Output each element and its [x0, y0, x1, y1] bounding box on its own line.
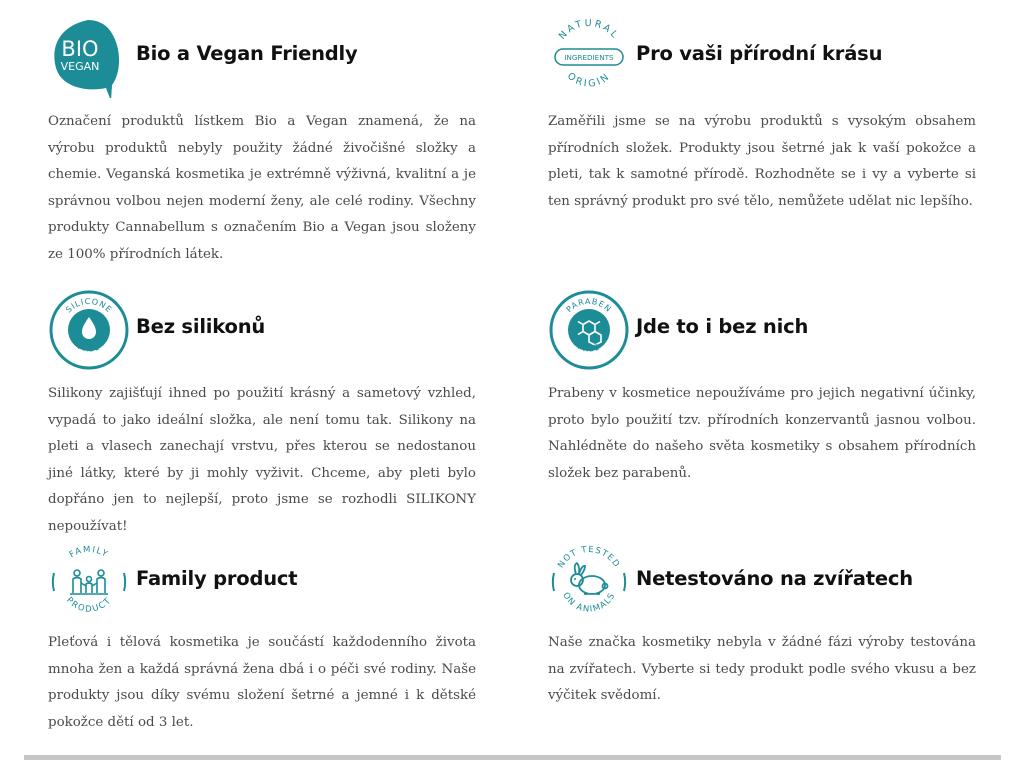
svg-text:ON ANIMALS: ON ANIMALS: [560, 590, 618, 615]
feature-paraben-free: [548, 289, 976, 487]
feature-silicone-free: [48, 289, 476, 540]
svg-text:FAMILY: FAMILY: [67, 544, 111, 561]
svg-text:INGREDIENTS: INGREDIENTS: [564, 53, 614, 62]
svg-text:FREE: FREE: [76, 342, 102, 354]
feature-text: Naše značka kosmetiky nebyla v žádné fázi výroby testována na zvířatech. Vyberte si tedy produkt podle svého vkusu a bez výčitek svědomí.: [548, 635, 976, 703]
feature-title: Jde to i bez nich: [636, 315, 809, 338]
feature-text: Pleťová i tělová kosmetika je součástí každodenního života mnoha žen a každá správná žena dbá i o péči své rodiny. Naše produkty jsou díky svému složení šetrné a jemné i k dětské pokožce dětí od 3 let.: [48, 635, 476, 730]
family-product-icon: [48, 541, 130, 623]
feature-title: Family product: [136, 567, 298, 590]
not-tested-on-animals-icon: [548, 541, 630, 623]
feature-text: Označení produktů lístkem Bio a Vegan znamená, že na výrobu produktů nebyly použity žádné živočišné složky a chemie. Veganská kosmetika je extrémně výživná, kvalitní a je správnou volbou nejen moderní ženy, ale celé rodiny. Všechny produkty Cannabellum s označením Bio a Vegan jsou složeny ze 100% přírodních látek.: [48, 114, 476, 262]
bottom-divider: [24, 755, 1001, 760]
feature-title: Bez silikonů: [136, 315, 266, 338]
svg-text:FREE: FREE: [576, 342, 602, 354]
feature-not-tested: [548, 541, 976, 710]
svg-text:VEGAN: VEGAN: [60, 60, 100, 73]
bio-vegan-leaf-icon: [48, 16, 130, 98]
feature-bio-vegan: [48, 16, 476, 268]
svg-text:PRODUCT: PRODUCT: [64, 595, 114, 615]
natural-ingredients-icon: [548, 16, 630, 98]
feature-family-product: [48, 541, 476, 736]
svg-text:NATURAL: NATURAL: [556, 17, 622, 42]
feature-text: Zaměřili jsme se na výrobu produktů s vysokým obsahem přírodních složek. Produkty jsou šetrné jak k vaší pokožce a pleti, tak k samotné přírodě. Rozhodněte se i vy a vyberte si ten správný produkt pro své tělo, nemůžete udělat nic lepšího.: [548, 114, 976, 209]
svg-text:BIO: BIO: [61, 37, 99, 61]
svg-text:PARABEN: PARABEN: [564, 296, 614, 315]
feature-title: Netestováno na zvířatech: [636, 567, 913, 590]
feature-text: Silikony zajišťují ihned po použití krásný a sametový vzhled, vypadá to jako ideální složka, ale není tomu tak. Silikony na pleti a vlasech zanechají vrstvu, přes kterou se nedostanou jiné látky, které by ji mohly vyživit. Chceme, aby pleti bylo dopřáno jen to nejlepší, proto jsme se rozhodli SILIKONY nepoužívat!: [48, 386, 476, 534]
silicone-free-icon: [48, 289, 130, 371]
feature-text: Prabeny v kosmetice nepoužíváme pro jejich negativní účinky, proto bylo použití tzv. přírodních konzervantů jasnou volbou. Nahlédněte do našeho světa kosmetiky s obsahem přírodních složek bez parabenů.: [548, 386, 976, 481]
paraben-free-icon: [548, 289, 630, 371]
feature-natural: [548, 16, 976, 215]
svg-text:ORIGIN: ORIGIN: [565, 70, 613, 90]
feature-title: Bio a Vegan Friendly: [136, 42, 358, 65]
feature-title: Pro vaši přírodní krásu: [636, 42, 883, 65]
svg-text:SILICONE: SILICONE: [64, 296, 114, 315]
svg-text:NOT TESTED: NOT TESTED: [556, 544, 622, 571]
